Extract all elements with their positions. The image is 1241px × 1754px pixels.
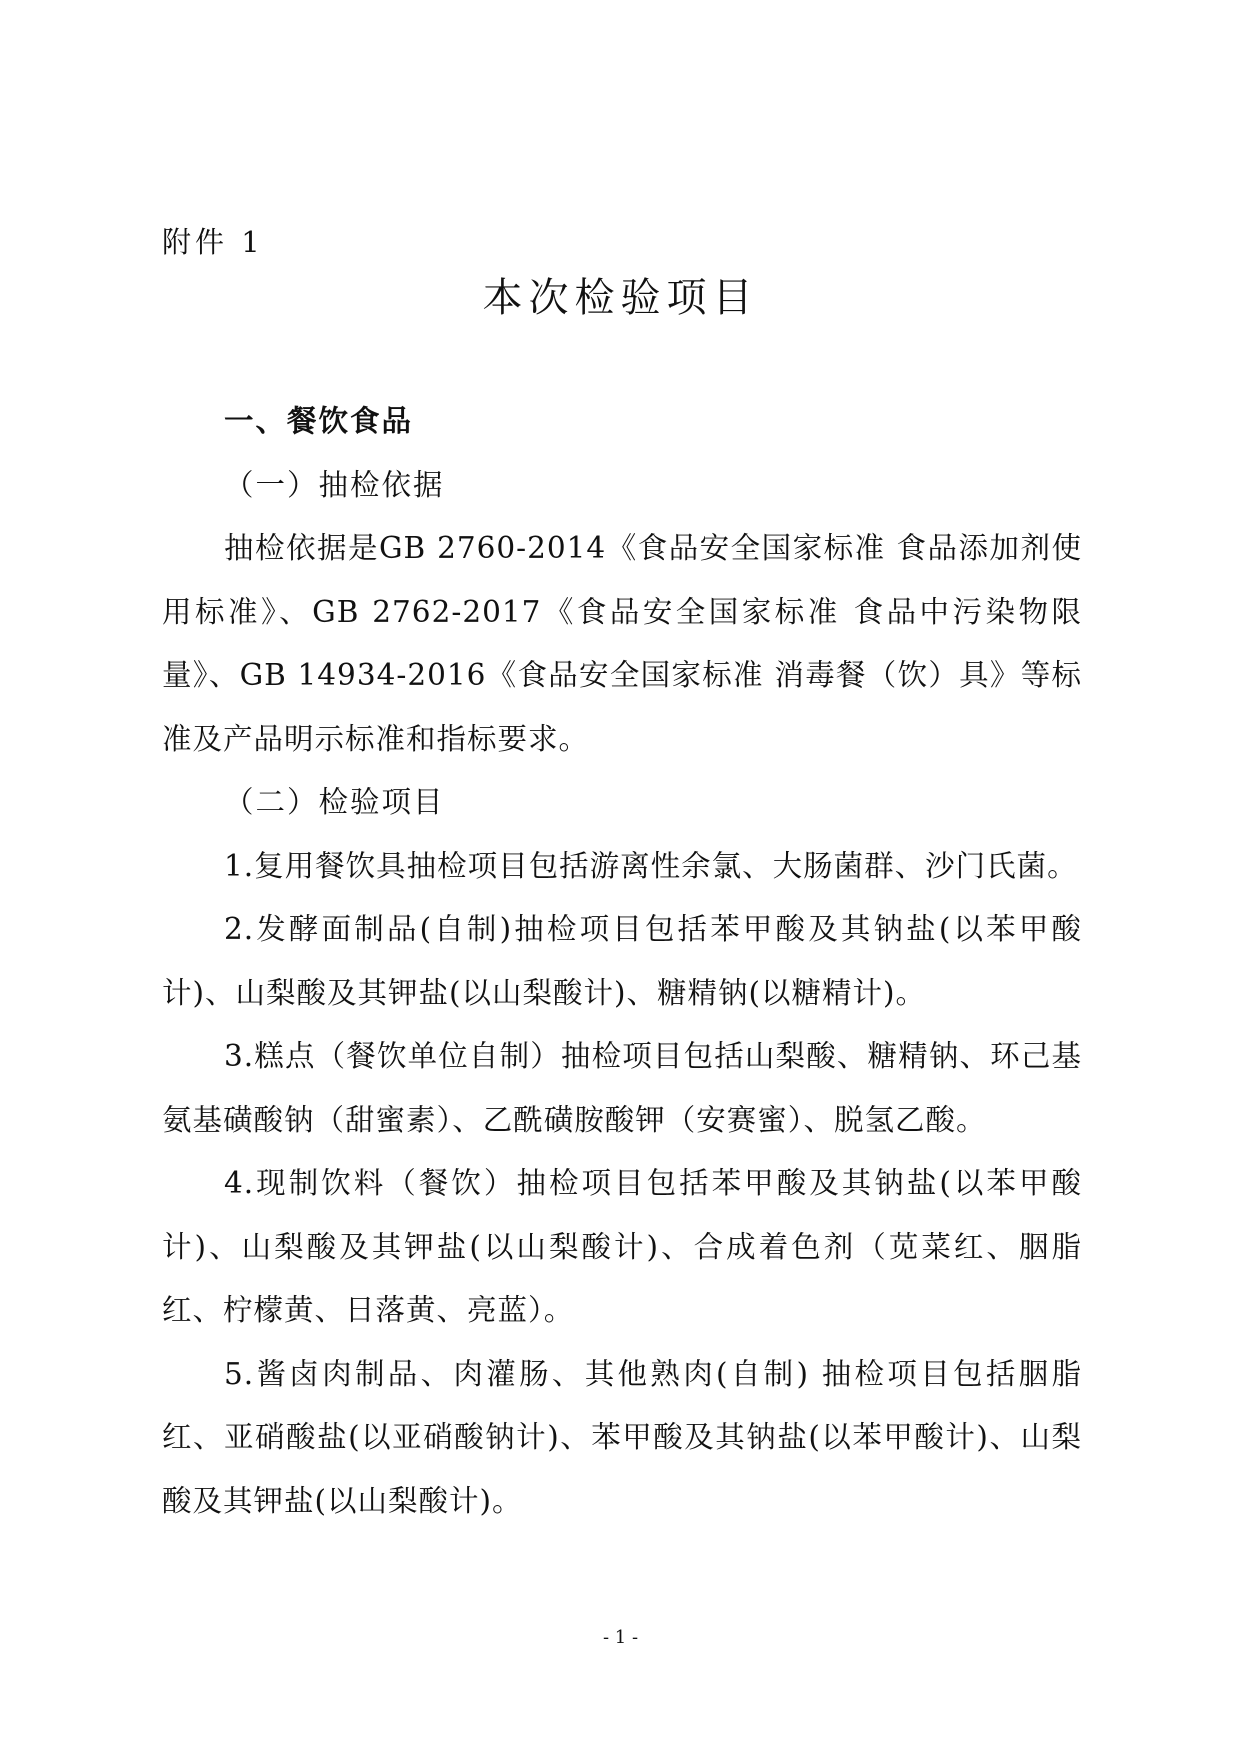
inspection-item: 2.发酵面制品(自制)抽检项目包括苯甲酸及其钠盐(以苯甲酸计)、山梨酸及其钾盐(以山梨酸计)、糖精钠(以糖精计)。 [162,912,1082,1010]
inspection-item: 1.复用餐饮具抽检项目包括游离性余氯、大肠菌群、沙门氏菌。 [224,848,1078,883]
document-body [162,390,1082,1533]
page-number: - 1 - [602,1627,639,1648]
inspection-item: 4.现制饮料（餐饮）抽检项目包括苯甲酸及其钠盐(以苯甲酸计)、山梨酸及其钾盐(以山梨酸计)、合成着色剂（苋菜红、胭脂红、柠檬黄、日落黄、亮蓝）。 [162,1166,1082,1327]
subsection-items-heading: （二）检验项目 [224,785,445,819]
section-heading: 一、餐饮食品 [224,404,414,438]
document-title: 本次检验项目 [482,275,759,321]
attachment-label: 附件 1 [162,225,264,259]
subsection-basis-heading: （一）抽检依据 [224,467,445,502]
inspection-item: 3.糕点（餐饮单位自制）抽检项目包括山梨酸、糖精钠、环己基氨基磺酸钠（甜蜜素）、乙酰磺胺酸钾（安赛蜜）、脱氢乙酸。 [162,1039,1082,1137]
basis-paragraph: 抽检依据是GB 2760-2014《食品安全国家标准 食品添加剂使用标准》、GB 2762-2017《食品安全国家标准 食品中污染物限量》、GB 14934-2016《食品安全国家标准 消毒餐（饮）具》等标准及产品明示标准和指标要求。 [162,531,1082,756]
inspection-item: 5.酱卤肉制品、肉灌肠、其他熟肉(自制) 抽检项目包括胭脂红、亚硝酸盐(以亚硝酸钠计)、苯甲酸及其钠盐(以苯甲酸计)、山梨酸及其钾盐(以山梨酸计)。 [162,1356,1082,1518]
